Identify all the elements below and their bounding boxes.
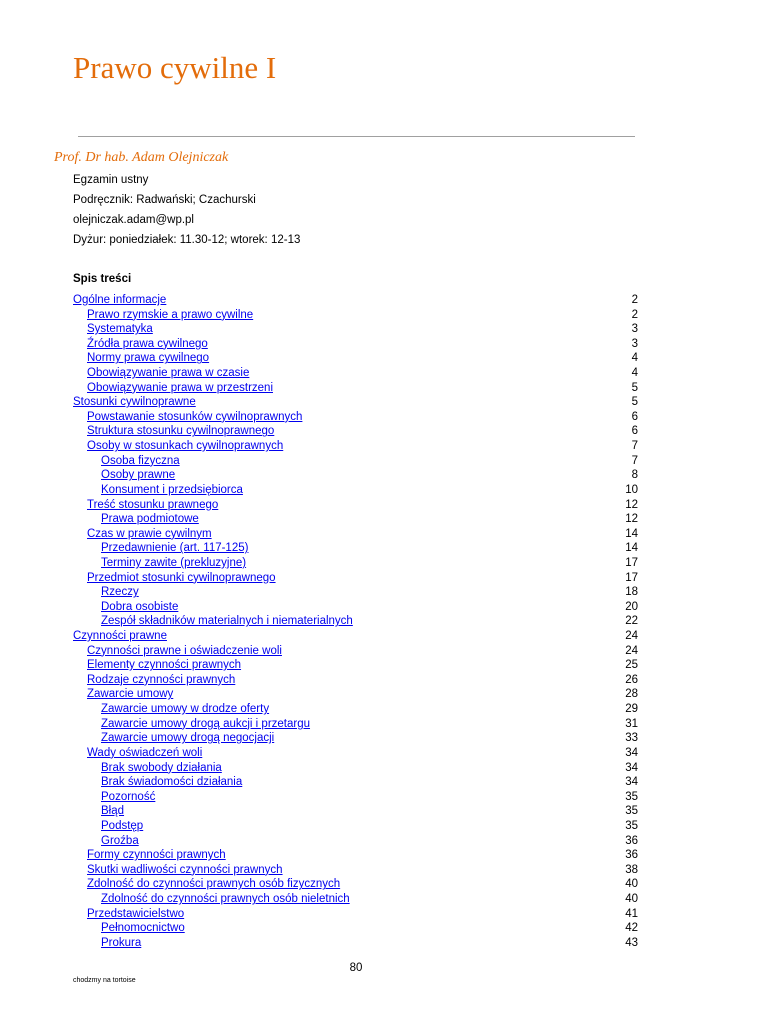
toc-entry [0, 498, 768, 513]
toc-link[interactable]: Rzeczy [101, 586, 139, 599]
toc-page-number: 17 [625, 556, 638, 569]
toc-link[interactable]: Wady oświadczeń woli [87, 746, 203, 759]
toc-page-number: 24 [625, 630, 638, 643]
toc-link[interactable]: Dobra osobiste [101, 600, 179, 613]
toc-page-number: 2 [631, 294, 638, 306]
toc-link[interactable]: Osoby prawne [101, 469, 176, 482]
toc-entry [0, 673, 768, 688]
toc-page-number: 18 [625, 586, 638, 599]
toc-entry [0, 717, 768, 732]
toc-link[interactable]: Prokura [101, 936, 142, 949]
toc-page-number: 20 [625, 600, 638, 613]
toc-entry [0, 600, 768, 615]
toc-entry [0, 512, 768, 527]
toc-page-number: 41 [625, 907, 638, 920]
toc-link[interactable]: Osoba fizyczna [101, 454, 180, 467]
toc-entry [0, 410, 768, 425]
toc-entry [0, 395, 768, 410]
toc-link[interactable]: Obowiązywanie prawa w czasie [87, 367, 250, 380]
toc-link[interactable]: Podstęp [101, 819, 144, 832]
toc-page-number: 8 [631, 469, 638, 482]
toc-link[interactable]: Zawarcie umowy [87, 688, 174, 701]
toc-link[interactable]: Pozorność [101, 790, 156, 803]
toc-page-number: 40 [625, 878, 638, 891]
toc-link[interactable]: Groźba [101, 834, 139, 847]
toc-page-number: 14 [625, 527, 638, 540]
author-name: Prof. Dr hab. Adam Olejniczak [54, 150, 229, 165]
textbook-info: Podręcznik: Radwański; Czachurski [73, 194, 256, 206]
toc-page-number: 29 [625, 703, 638, 716]
toc-link[interactable]: Systematyka [87, 323, 153, 336]
toc-link[interactable]: Zawarcie umowy w drodze oferty [101, 703, 270, 716]
toc-entry [0, 337, 768, 352]
toc-link[interactable]: Czynności prawne [73, 630, 167, 643]
toc-page-number: 34 [625, 761, 638, 774]
toc-page-number: 5 [631, 396, 638, 409]
toc-entry [0, 687, 768, 702]
toc-link[interactable]: Powstawanie stosunków cywilnoprawnych [87, 410, 303, 423]
toc-link[interactable]: Zdolność do czynności prawnych osób fizycznych [87, 878, 341, 891]
toc-link[interactable]: Stosunki cywilnoprawne [73, 396, 196, 409]
toc-link[interactable]: Rodzaje czynności prawnych [87, 673, 236, 686]
toc-page-number: 6 [631, 410, 638, 423]
toc-entry [0, 629, 768, 644]
toc-page-number: 3 [631, 323, 638, 336]
toc-entry [0, 921, 768, 936]
toc-link[interactable]: Brak swobody działania [101, 761, 222, 774]
toc-link[interactable]: Prawa podmiotowe [101, 513, 199, 526]
toc-link[interactable]: Brak świadomości działania [101, 776, 243, 789]
toc-page-number: 28 [625, 688, 638, 701]
toc-link[interactable]: Elementy czynności prawnych [87, 659, 242, 672]
toc-entry [0, 731, 768, 746]
toc-link[interactable]: Struktura stosunku cywilnoprawnego [87, 425, 275, 438]
footer-note: chodzmy na tortoise [73, 977, 136, 984]
toc-entry [0, 658, 768, 673]
exam-info: Egzamin ustny [73, 174, 149, 186]
toc-link[interactable]: Zdolność do czynności prawnych osób nieletnich [101, 892, 350, 905]
document-title: Prawo cywilne I [73, 50, 277, 85]
toc-page-number: 42 [625, 922, 638, 935]
toc-link[interactable]: Zawarcie umowy drogą negocjacji [101, 732, 275, 745]
toc-entry [0, 541, 768, 556]
toc-page-number: 31 [625, 717, 638, 730]
toc-page-number: 3 [631, 337, 638, 350]
toc-link[interactable]: Przedawnienie (art. 117-125) [101, 542, 249, 555]
toc-entry [0, 293, 768, 308]
toc-page-number: 14 [625, 542, 638, 555]
toc-entry [0, 907, 768, 922]
toc-link[interactable]: Przedmiot stosunki cywilnoprawnego [87, 571, 276, 584]
toc-page-number: 4 [631, 352, 638, 365]
toc-link[interactable]: Normy prawa cywilnego [87, 352, 210, 365]
toc-entry [0, 819, 768, 834]
toc-entry [0, 877, 768, 892]
toc-entry [0, 702, 768, 717]
toc-link[interactable]: Czynności prawne i oświadczenie woli [87, 644, 282, 657]
toc-page-number: 10 [625, 483, 638, 496]
toc-link[interactable]: Źródła prawa cywilnego [87, 337, 208, 350]
toc-page-number: 40 [625, 892, 638, 905]
toc-link[interactable]: Pełnomocnictwo [101, 922, 185, 935]
toc-page-number: 12 [625, 498, 638, 511]
toc-link[interactable]: Prawo rzymskie a prawo cywilne [87, 308, 254, 321]
toc-link[interactable]: Obowiązywanie prawa w przestrzeni [87, 381, 273, 394]
email-info: olejniczak.adam@wp.pl [73, 214, 194, 226]
toc-page-number: 35 [625, 790, 638, 803]
toc-link[interactable]: Osoby w stosunkach cywilnoprawnych [87, 440, 284, 453]
toc-page-number: 26 [625, 673, 638, 686]
toc-page-number: 22 [625, 615, 638, 628]
toc-link[interactable]: Zespół składników materialnych i niematerialnych [101, 615, 353, 628]
toc-entry [0, 746, 768, 761]
toc-page-number: 36 [625, 849, 638, 862]
title-divider [78, 136, 635, 137]
table-of-contents [0, 293, 768, 950]
toc-entry [0, 775, 768, 790]
toc-page-number: 33 [625, 732, 638, 745]
toc-entry [0, 834, 768, 849]
toc-entry [0, 571, 768, 586]
toc-page-number: 35 [625, 819, 638, 832]
toc-page-number: 34 [625, 746, 638, 759]
toc-entry [0, 614, 768, 629]
toc-entry [0, 863, 768, 878]
toc-entry [0, 454, 768, 469]
toc-page-number: 43 [625, 936, 638, 949]
toc-link[interactable]: Terminy zawite (prekluzyjne) [101, 556, 247, 569]
toc-link[interactable]: Treść stosunku prawnego [87, 498, 219, 511]
toc-entry [0, 483, 768, 498]
toc-page-number: 5 [631, 381, 638, 394]
toc-entry [0, 322, 768, 337]
toc-entry [0, 468, 768, 483]
toc-entry [0, 790, 768, 805]
toc-page-number: 25 [625, 659, 638, 672]
toc-page-number: 38 [625, 863, 638, 876]
toc-entry [0, 527, 768, 542]
toc-link[interactable]: Przedstawicielstwo [87, 907, 185, 920]
toc-entry [0, 556, 768, 571]
toc-page-number: 17 [625, 571, 638, 584]
toc-entry [0, 351, 768, 366]
toc-entry [0, 761, 768, 776]
toc-page-number: 34 [625, 776, 638, 789]
toc-page-number: 7 [631, 454, 638, 467]
toc-page-number: 6 [631, 425, 638, 438]
toc-entry [0, 936, 768, 951]
toc-link[interactable]: Ogólne informacje [73, 294, 167, 306]
toc-entry [0, 439, 768, 454]
toc-page-number: 7 [631, 440, 638, 453]
toc-entry [0, 381, 768, 396]
toc-link[interactable]: Zawarcie umowy drogą aukcji i przetargu [101, 717, 311, 730]
office-hours-info: Dyżur: poniedziałek: 11.30-12; wtorek: 12-13 [73, 234, 301, 246]
toc-link[interactable]: Formy czynności prawnych [87, 849, 226, 862]
toc-entry [0, 366, 768, 381]
toc-entry [0, 892, 768, 907]
toc-link[interactable]: Czas w prawie cywilnym [87, 527, 212, 540]
toc-page-number: 35 [625, 805, 638, 818]
toc-link[interactable]: Skutki wadliwości czynności prawnych [87, 863, 283, 876]
toc-entry [0, 848, 768, 863]
toc-entry [0, 644, 768, 659]
toc-entry [0, 804, 768, 819]
toc-link[interactable]: Konsument i przedsiębiorca [101, 483, 243, 496]
toc-entry [0, 424, 768, 439]
page-number: 80 [349, 962, 363, 974]
toc-page-number: 2 [631, 308, 638, 321]
toc-heading: Spis treści [73, 273, 132, 285]
toc-page-number: 36 [625, 834, 638, 847]
toc-entry [0, 585, 768, 600]
toc-page-number: 4 [631, 367, 638, 380]
toc-page-number: 12 [625, 513, 638, 526]
toc-page-number: 24 [625, 644, 638, 657]
toc-link[interactable]: Błąd [101, 805, 125, 818]
toc-entry [0, 308, 768, 323]
